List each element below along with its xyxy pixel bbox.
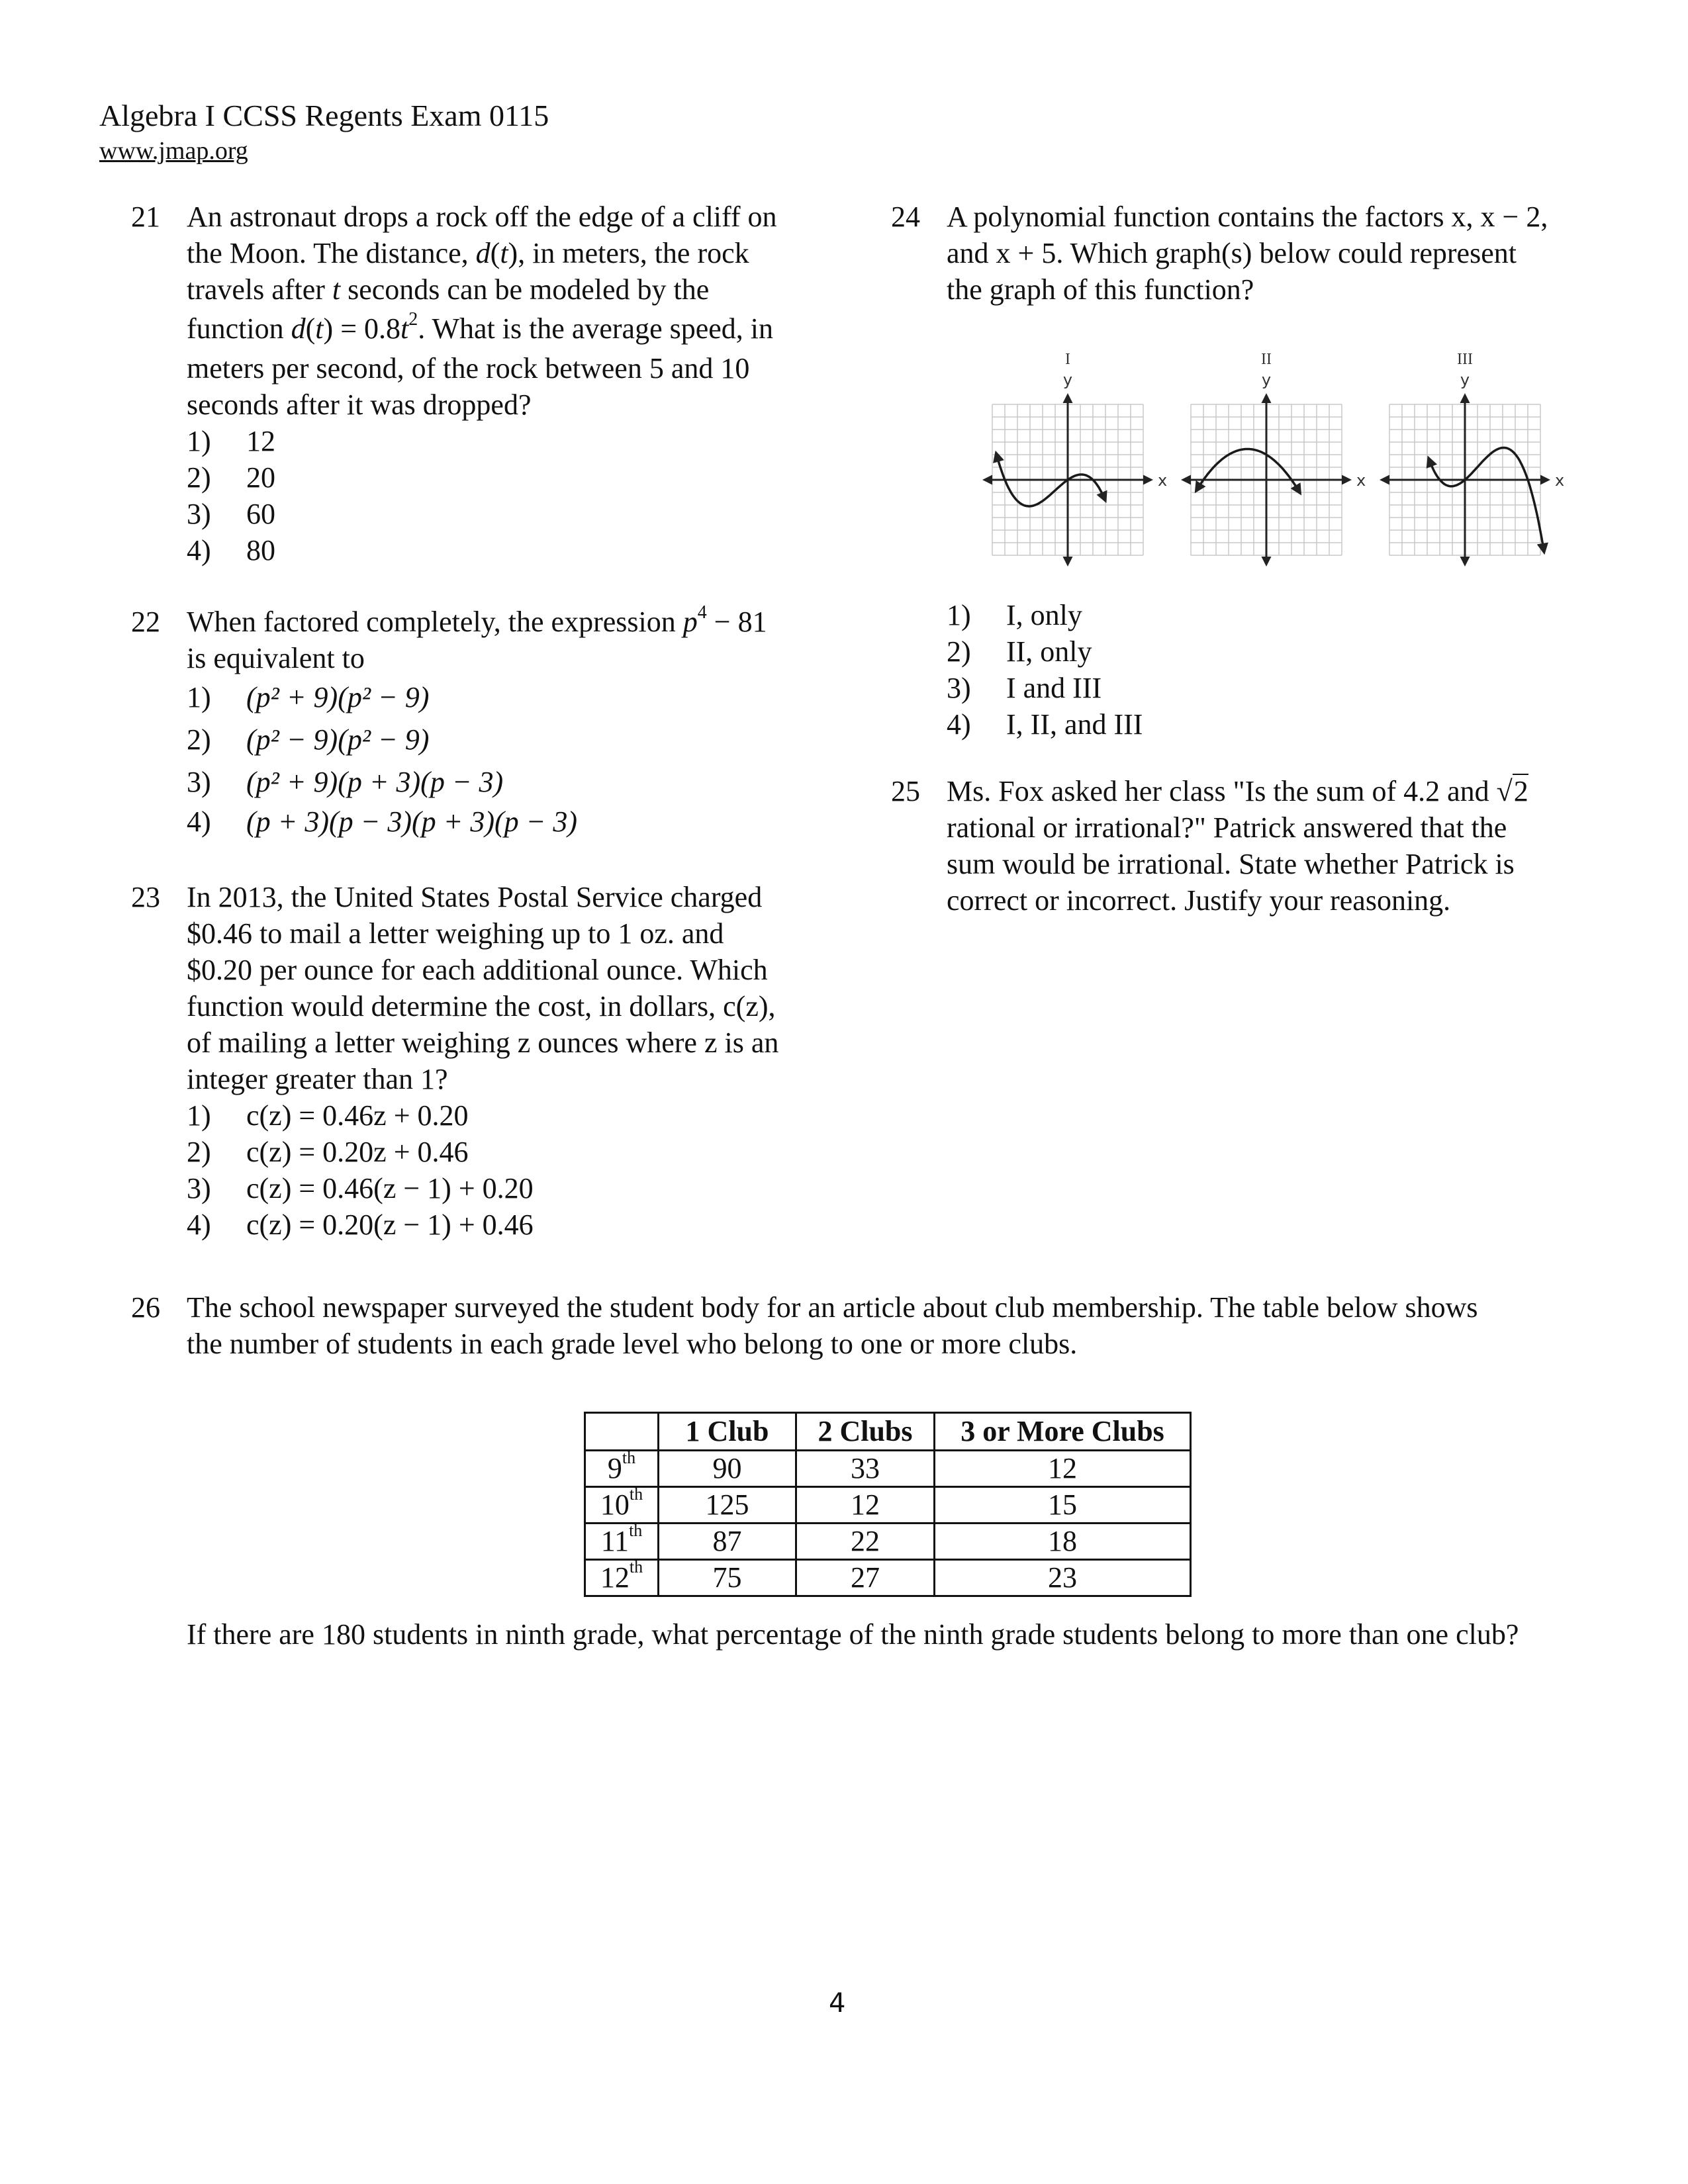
table-cell: 12 xyxy=(935,1451,1191,1487)
choice-text: I, only xyxy=(1006,599,1082,631)
answer-choice-1[interactable] xyxy=(187,1097,778,1134)
grade-cell: 11th xyxy=(585,1524,659,1560)
answer-choice-4[interactable] xyxy=(947,706,1410,743)
answer-choice-2[interactable] xyxy=(947,633,1410,670)
answer-choice-2[interactable] xyxy=(187,459,777,496)
choice-text: c(z) = 0.20(z − 1) + 0.46 xyxy=(246,1208,534,1241)
question-26 xyxy=(131,1289,1620,1369)
answer-choice-1[interactable] xyxy=(187,423,777,459)
answer-choice-4[interactable] xyxy=(187,1206,778,1243)
choice-text: 12 xyxy=(246,425,275,457)
question-number: 22 xyxy=(131,606,160,638)
choice-text: (p² + 9)(p + 3)(p − 3) xyxy=(246,766,504,798)
function-curve xyxy=(1429,448,1544,553)
table-row xyxy=(585,1451,1191,1487)
answer-choice-3[interactable] xyxy=(187,496,777,532)
table-cell: 12 xyxy=(796,1487,935,1524)
question-number: 24 xyxy=(891,201,920,233)
choice-number: 2) xyxy=(187,1136,211,1168)
question-text-line: the graph of this function? xyxy=(947,273,1254,306)
question-text-line: correct or incorrect. Justify your reasoning. xyxy=(947,884,1451,917)
choice-number: 2) xyxy=(187,461,211,494)
y-axis-label: y xyxy=(1261,371,1272,389)
question-text-line: $0.20 per ounce for each additional ounce. Which xyxy=(187,954,768,986)
choice-number: 1) xyxy=(187,425,211,457)
table-row xyxy=(585,1487,1191,1524)
question-text-line xyxy=(947,773,1528,809)
question-body xyxy=(187,199,777,569)
page-number: 4 xyxy=(829,1988,846,2019)
graph-label: II xyxy=(1261,351,1272,368)
math-exponent: 4 xyxy=(697,602,707,623)
answer-choice-1[interactable] xyxy=(947,597,1410,633)
math-variable: t xyxy=(332,273,341,306)
text-fragment: , in meters, the rock xyxy=(518,237,749,269)
choice-number: 3) xyxy=(187,1172,211,1205)
table-cell: 27 xyxy=(796,1560,935,1596)
table-cell: 87 xyxy=(659,1524,796,1560)
choice-text: c(z) = 0.46(z − 1) + 0.20 xyxy=(246,1172,534,1205)
question-22 xyxy=(131,604,826,855)
jmap-link[interactable]: www.jmap.org xyxy=(99,137,248,165)
x-axis-label: x xyxy=(1555,471,1565,490)
answer-choice-2[interactable] xyxy=(187,1134,778,1170)
question-text-line: meters per second, of the rock between 5 and 10 xyxy=(187,352,750,385)
choice-number: 2) xyxy=(947,635,971,668)
question-text-line: rational or irrational?" Patrick answered that the xyxy=(947,811,1507,844)
question-number: 21 xyxy=(131,201,160,233)
question-text-line: and x + 5. Which graph(s) below could represent xyxy=(947,237,1517,269)
square-root xyxy=(1497,773,1528,809)
answer-choice-3[interactable] xyxy=(187,761,767,803)
function-curve xyxy=(1196,449,1301,494)
choice-text: c(z) = 0.20z + 0.46 xyxy=(246,1136,469,1168)
math-variable: p xyxy=(682,606,698,638)
question-body xyxy=(187,1289,1478,1362)
choice-text: 60 xyxy=(246,498,275,530)
question-25 xyxy=(891,773,1619,932)
y-axis-label: y xyxy=(1460,371,1470,389)
choice-number: 4) xyxy=(187,534,211,567)
question-body xyxy=(947,773,1528,919)
table-cell: 23 xyxy=(935,1560,1191,1596)
question-text-line: seconds after it was dropped? xyxy=(187,388,532,421)
table-row xyxy=(585,1560,1191,1596)
question-text-line: $0.46 to mail a letter weighing up to 1 oz. and xyxy=(187,917,724,950)
graph-label: I xyxy=(1065,351,1070,368)
choice-text: I and III xyxy=(1006,672,1102,704)
choice-text: (p + 3)(p − 3)(p + 3)(p − 3) xyxy=(246,805,577,838)
choice-number: 4) xyxy=(947,708,971,741)
grade-cell: 12th xyxy=(585,1560,659,1596)
x-axis-label: x xyxy=(1158,471,1168,490)
answer-choice-1[interactable] xyxy=(187,676,767,719)
question-number: 23 xyxy=(131,881,160,913)
exam-title: Algebra I CCSS Regents Exam 0115 xyxy=(99,99,549,132)
question-text-line xyxy=(187,604,767,640)
question-text-line: sum would be irrational. State whether Patrick is xyxy=(947,848,1515,880)
question-text-line: The school newspaper surveyed the student body for an article about club membership. The table below shows xyxy=(187,1291,1478,1324)
choice-number: 3) xyxy=(187,498,211,530)
question-26-followup: If there are 180 students in ninth grade, what percentage of the ninth grade students belong to more than one club? xyxy=(187,1618,1519,1651)
math-d-of-t: d xyxy=(475,237,491,269)
question-number: 26 xyxy=(131,1291,160,1324)
choice-text: (p² + 9)(p² − 9) xyxy=(246,681,430,713)
question-text-line: An astronaut drops a rock off the edge of a cliff on xyxy=(187,201,777,233)
choice-number: 1) xyxy=(187,1099,211,1132)
choice-number: 4) xyxy=(187,805,211,838)
text-fragment: seconds can be modeled by the xyxy=(340,273,710,306)
question-24 xyxy=(891,199,1619,318)
choice-text: II, only xyxy=(1006,635,1092,668)
question-number: 25 xyxy=(891,775,920,807)
text-fragment: travels after xyxy=(187,273,332,306)
text-fragment: When factored completely, the expression xyxy=(187,606,683,638)
radical-sign-icon: √ xyxy=(1496,775,1513,807)
question-text-line: integer greater than 1? xyxy=(187,1063,448,1095)
y-axis-label: y xyxy=(1062,371,1073,389)
text-fragment: function xyxy=(187,312,291,345)
answer-choice-4[interactable] xyxy=(187,803,767,840)
choice-text: I, II, and III xyxy=(1006,708,1143,741)
grade-cell: 9th xyxy=(585,1451,659,1487)
table-cell: 15 xyxy=(935,1487,1191,1524)
question-body xyxy=(947,199,1548,308)
grade-cell: 10th xyxy=(585,1487,659,1524)
math-expression: − 81 xyxy=(706,606,767,638)
choice-number: 1) xyxy=(947,599,971,631)
graphs-svg xyxy=(973,331,1569,582)
choice-number: 2) xyxy=(187,723,211,756)
table-row xyxy=(585,1524,1191,1560)
answer-choice-4[interactable] xyxy=(187,532,777,569)
question-text-line xyxy=(187,271,777,308)
math-variable: t xyxy=(400,312,409,345)
question-text-line: In 2013, the United States Postal Service charged xyxy=(187,881,763,913)
question-body xyxy=(187,604,767,840)
choice-text: c(z) = 0.46z + 0.20 xyxy=(246,1099,469,1132)
question-text-line: the Moon. The distance, d(t), in meters, the rock xyxy=(187,237,749,269)
question-21 xyxy=(131,199,826,596)
question-text-line: function $d(t) = 0.8t^2$. What is the average speed, in xyxy=(187,309,774,345)
math-expression: = 0.8 xyxy=(333,312,401,345)
table-header-cell: 2 Clubs xyxy=(796,1413,935,1451)
table-header-cell: 3 or More Clubs xyxy=(935,1413,1191,1451)
table-header-cell: 1 Club xyxy=(659,1413,796,1451)
answer-choice-2[interactable] xyxy=(187,719,767,761)
math-exponent: 2 xyxy=(408,309,418,330)
question-text-line: is equivalent to xyxy=(187,642,365,674)
choice-number: 3) xyxy=(187,766,211,798)
radicand: 2 xyxy=(1513,775,1528,807)
club-membership-table xyxy=(584,1412,1192,1597)
question-24-choices xyxy=(947,597,1410,749)
choice-number: 1) xyxy=(187,681,211,713)
table-cell: 33 xyxy=(796,1451,935,1487)
question-body xyxy=(187,879,778,1243)
table-cell: 90 xyxy=(659,1451,796,1487)
question-text-line: of mailing a letter weighing z ounces where z is an xyxy=(187,1026,779,1059)
table-header-row xyxy=(585,1413,1191,1451)
table-header-cell xyxy=(585,1413,659,1451)
choice-text: 80 xyxy=(246,534,275,567)
answer-choice-3[interactable] xyxy=(187,1170,778,1206)
choice-text: 20 xyxy=(246,461,275,494)
question-text-line: the number of students in each grade level who belong to one or more clubs. xyxy=(187,1328,1078,1360)
table-cell: 22 xyxy=(796,1524,935,1560)
question-text-line: function would determine the cost, in dollars, c(z), xyxy=(187,990,776,1023)
polynomial-graphs xyxy=(973,331,1569,582)
x-axis-label: x xyxy=(1356,471,1366,490)
table-cell: 75 xyxy=(659,1560,796,1596)
question-23 xyxy=(131,879,826,1263)
table-cell: 18 xyxy=(935,1524,1191,1560)
text-fragment: . What is the average speed, in xyxy=(418,312,774,345)
question-text-line: A polynomial function contains the factors x, x − 2, xyxy=(947,201,1548,233)
graph-label: III xyxy=(1457,351,1473,368)
table-cell: 125 xyxy=(659,1487,796,1524)
text-fragment: Ms. Fox asked her class "Is the sum of 4.2 and xyxy=(947,775,1497,807)
choice-number: 3) xyxy=(947,672,971,704)
choice-text: (p² − 9)(p² − 9) xyxy=(246,723,430,756)
text-fragment: the Moon. The distance, xyxy=(187,237,476,269)
answer-choice-3[interactable] xyxy=(947,670,1410,706)
choice-number: 4) xyxy=(187,1208,211,1241)
